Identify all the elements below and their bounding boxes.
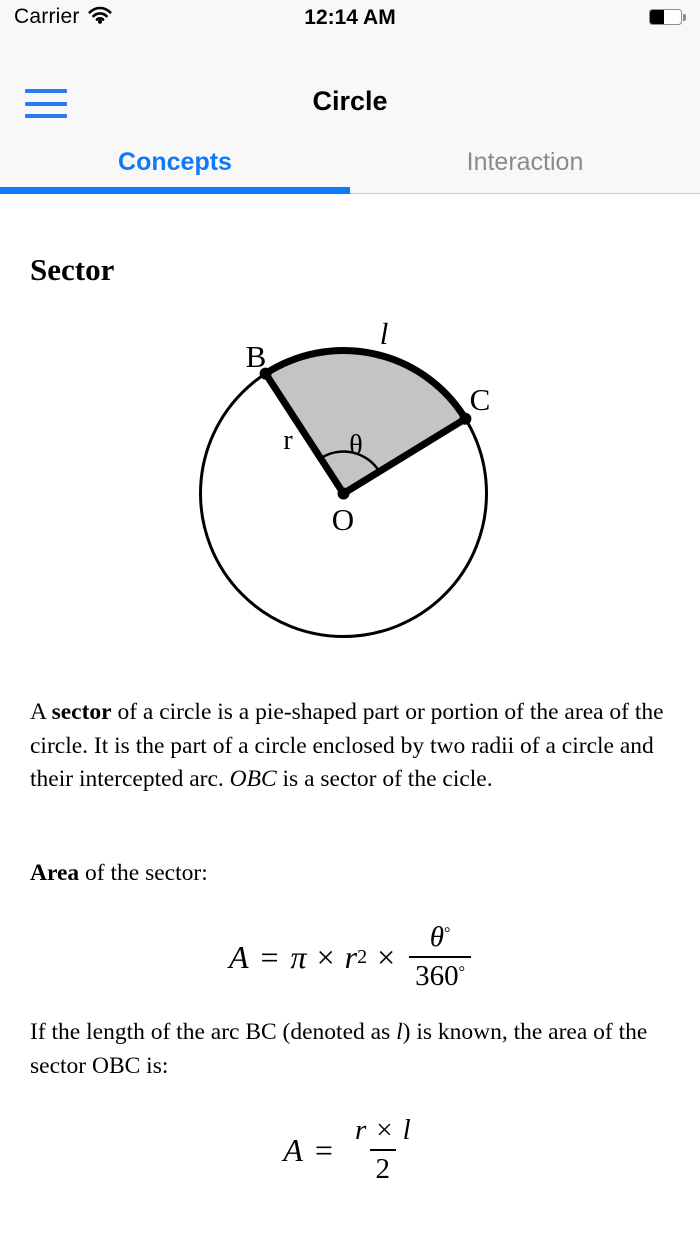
point-o-dot bbox=[338, 488, 350, 500]
formula-var-r: r bbox=[344, 938, 358, 975]
denominator-2: 2 bbox=[370, 1149, 397, 1186]
italic-l: l bbox=[396, 1019, 403, 1045]
carrier-label: Carrier bbox=[14, 5, 80, 28]
arc-length-description bbox=[30, 1016, 678, 1083]
area-formula: A = π × r 2 × $\frac{\theta^\circ}{360^\circ}$ bbox=[0, 907, 700, 1007]
multiply-sign: × bbox=[376, 1113, 393, 1146]
tab-interaction[interactable]: Interaction bbox=[466, 147, 584, 176]
text-run: ) is known, the area of the sector OBC is: bbox=[30, 1019, 648, 1079]
section-heading: Sector bbox=[30, 252, 115, 287]
label-arc-length: l bbox=[379, 316, 389, 351]
theta-fraction bbox=[409, 921, 471, 994]
bold-area: Area bbox=[30, 860, 80, 886]
active-tab-indicator bbox=[0, 187, 350, 194]
degree-sign: ° bbox=[458, 964, 466, 981]
label-r: r bbox=[283, 425, 293, 456]
status-time: 12:14 AM bbox=[304, 6, 396, 29]
equals-sign: = bbox=[314, 1131, 333, 1168]
text-run: If the length of the arc BC (denoted as bbox=[30, 1019, 397, 1045]
rl-fraction bbox=[349, 1114, 417, 1187]
tab-bar bbox=[0, 130, 700, 194]
formula-var-a: A bbox=[228, 938, 249, 975]
multiply-sign: × bbox=[377, 938, 396, 975]
italic-obc: OBC bbox=[229, 766, 277, 792]
pi-symbol: π bbox=[290, 938, 307, 975]
area-label-line bbox=[30, 857, 678, 891]
battery-fill bbox=[650, 10, 664, 24]
label-theta: θ bbox=[349, 430, 363, 461]
sector-description bbox=[30, 696, 678, 797]
tab-concepts[interactable]: Concepts bbox=[118, 147, 232, 176]
degree-sign: ° bbox=[444, 924, 451, 942]
bold-sector: sector bbox=[51, 699, 112, 725]
theta-symbol: θ bbox=[429, 920, 444, 953]
sector-obc bbox=[266, 351, 466, 494]
status-bar bbox=[0, 0, 700, 36]
arc-area-formula bbox=[0, 1100, 700, 1200]
nav-bar bbox=[0, 36, 700, 130]
denominator-360: 360 bbox=[415, 960, 459, 992]
concepts-content bbox=[0, 194, 700, 1244]
sector-diagram bbox=[170, 315, 530, 675]
formula-var-r: r bbox=[354, 1113, 367, 1146]
multiply-sign: × bbox=[316, 938, 335, 975]
text-run: A bbox=[30, 699, 52, 725]
page-title: Circle bbox=[312, 86, 388, 116]
battery-icon bbox=[649, 9, 686, 25]
formula-var-a: A bbox=[283, 1131, 303, 1168]
text-run: of a circle is a pie-shaped part or portion of the area of the circle. It is the part of a circle enclosed by two radii of a circle and their intercepted arc. bbox=[30, 699, 664, 792]
header bbox=[0, 0, 700, 194]
equals-sign: = bbox=[260, 938, 279, 975]
label-c: C bbox=[469, 382, 491, 417]
formula-var-l: l bbox=[402, 1113, 411, 1146]
label-b: B bbox=[245, 339, 267, 374]
label-o: O bbox=[331, 502, 355, 537]
text-run: is a sector of the cicle. bbox=[276, 766, 493, 792]
text-run: of the sector: bbox=[79, 860, 208, 886]
